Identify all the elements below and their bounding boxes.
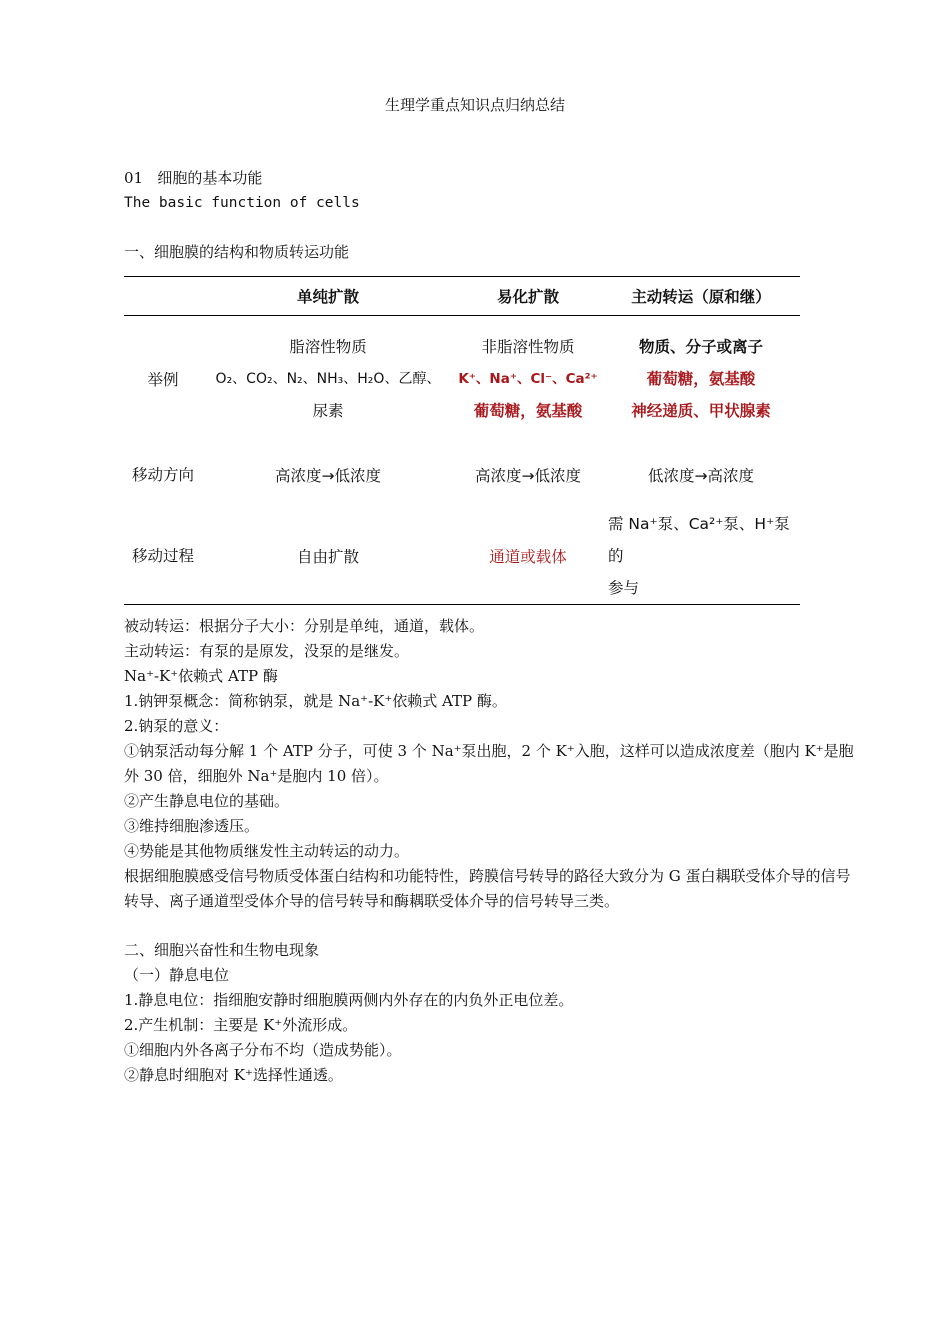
pump-points [92,739,862,914]
heading-excitability: 二、细胞兴奋性和生物电现象 [124,941,320,959]
cell-direction-active: 低浓度→高浓度 [648,466,754,485]
resting-point-2: ②静息时细胞对 K⁺选择性通透。 [124,1066,343,1084]
table-row-example [124,316,800,442]
note-active: 主动转运：有泵的是原发，没泵的是继发。 [124,642,410,660]
transport-notes [124,614,507,739]
heading-membrane: 一、细胞膜的结构和物质转运功能 [124,243,350,261]
table-row-process [124,508,800,605]
header-simple-diffusion: 单纯扩散 [202,277,454,316]
cell-direction-simple: 高浓度→低浓度 [275,466,381,485]
header-active-transport: 主动转运（原和继） [602,277,800,316]
cell-example-active [602,316,800,442]
facilitated-example-ions: K⁺、Na⁺、Cl⁻、Ca²⁺ [458,370,598,387]
process-active-line2: 参与 [608,578,640,597]
resting-mechanism: 2.产生机制：主要是 K⁺外流形成。 [124,1016,358,1034]
simple-example-line1: 脂溶性物质 [289,337,367,356]
section-title-en: The basic function of cells [124,195,360,211]
note-atpase: Na⁺-K⁺依赖式 ATP 酶 [124,667,278,685]
note-pump-concept: 1.钠钾泵概念：简称钠泵，就是 Na⁺-K⁺依赖式 ATP 酶。 [124,692,507,710]
simple-example-line3: 尿素 [312,401,344,420]
active-example-line1: 物质、分子或离子 [638,337,763,356]
active-example-line3: 神经递质、甲状腺素 [631,401,771,420]
cell-process-active [602,508,800,605]
note-passive: 被动转运：根据分子大小：分别是单纯，通道，载体。 [124,617,485,635]
section-number: 01 [124,169,144,187]
pump-point-2: ②产生静息电位的基础。 [124,792,290,810]
simple-example-line2: O₂、CO₂、N₂、NH₃、H₂O、乙醇、 [215,370,441,387]
facilitated-example-line1: 非脂溶性物质 [481,337,575,356]
pump-point-4: ④势能是其他物质继发性主动转运的动力。 [124,842,410,860]
active-example-line2: 葡萄糖，氨基酸 [646,369,756,388]
cell-process-facilitated: 通道或载体 [454,508,602,605]
cell-example-facilitated [454,316,602,442]
subheading-resting-potential: （一）静息电位 [124,966,230,984]
facilitated-example-line3: 葡萄糖，氨基酸 [473,401,583,420]
excitability-section [124,938,573,1088]
header-facilitated-diffusion: 易化扩散 [454,277,602,316]
transport-table [124,276,800,605]
resting-def: 1.静息电位：指细胞安静时细胞膜两侧内外存在的内负外正电位差。 [124,991,574,1009]
header-empty [124,277,202,316]
process-active-line1: 需 Na⁺泵、Ca²⁺泵、H⁺泵的 [608,514,790,565]
table-header-row [124,277,800,316]
section-heading [124,166,262,191]
document-title: 生理学重点知识点归纳总结 [384,96,565,114]
cell-direction-facilitated: 高浓度→低浓度 [475,466,581,485]
resting-point-1: ①细胞内外各离子分布不均（造成势能）。 [124,1041,402,1059]
row-label-process: 移动过程 [124,508,202,605]
pump-point-3: ③维持细胞渗透压。 [124,817,260,835]
cell-process-simple: 自由扩散 [202,508,454,605]
pump-point-1: ①钠泵活动每分解 1 个 ATP 分子，可使 3 个 Na⁺泵出胞，2 个 K⁺入胞，这样可以造成浓度差（胞内 K⁺是胞外 30 倍，细胞外 Na⁺是胞内 10 倍）。 [124,742,854,785]
row-label-example: 举例 [147,370,179,389]
note-pump-meaning: 2.钠泵的意义： [124,717,229,735]
signal-transduction-paragraph: 根据细胞膜感受信号物质受体蛋白结构和功能特性，跨膜信号转导的路径大致分为 G 蛋白耦联受体介导的信号转导、离子通道型受体介导的信号转导和酶耦联受体介导的信号转导三类。 [124,867,851,910]
section-title-cn: 细胞的基本功能 [157,169,263,187]
row-label-direction: 移动方向 [131,465,194,484]
table-row-direction [124,442,800,508]
cell-example-simple [202,316,454,442]
